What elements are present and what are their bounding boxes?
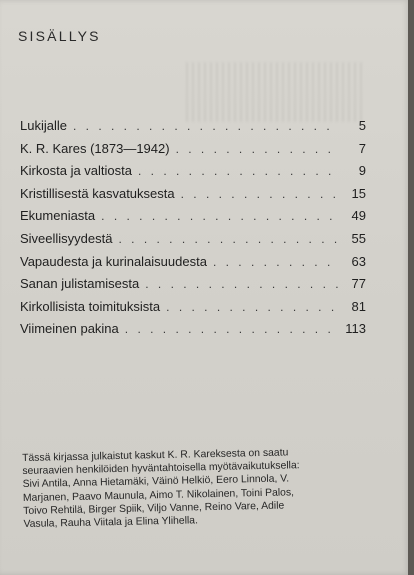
toc-entry xyxy=(20,186,366,209)
toc-entry xyxy=(20,254,366,277)
acknowledgement-line: Tässä kirjassa julkaistut kaskut K. R. Kareksesta on saatu xyxy=(22,447,289,464)
acknowledgements xyxy=(22,445,369,531)
toc-entry-title: K. R. Kares (1873—1942) xyxy=(20,140,170,156)
toc-leader-dots xyxy=(213,255,338,269)
toc-entry-title: Vapaudesta ja kurinalaisuudesta xyxy=(20,253,207,269)
toc-entry-page: 7 xyxy=(358,140,366,156)
page-heading: SISÄLLYS xyxy=(18,28,101,44)
acknowledgement-line: Toivo Rehtilä, Birger Spiik, Viljo Vanne, Reino Vare, Adile xyxy=(23,500,285,517)
toc-entry-page: 81 xyxy=(351,298,366,314)
toc-entry-title: Kirkollisista toimituksista xyxy=(20,298,161,314)
toc-entry xyxy=(20,299,366,322)
toc-entry-page: 77 xyxy=(351,276,366,292)
toc-entry-page: 15 xyxy=(351,185,366,201)
toc-entry xyxy=(20,321,366,344)
acknowledgement-line: Sivi Antila, Anna Hietamäki, Väinö Helkiö, Eero Linnola, V. xyxy=(22,473,290,491)
toc-entry xyxy=(20,118,366,141)
acknowledgement-line: Vasula, Rauha Viitala ja Elina Ylihella. xyxy=(23,515,199,530)
acknowledgement-line: Marjanen, Paavo Maunula, Aimo T. Nikolainen, Toini Palos, xyxy=(22,486,295,504)
toc-entry xyxy=(20,231,366,254)
toc-leader-dots xyxy=(138,164,338,178)
acknowledgement-line: seuraavien henkilöiden hyväntahtoisella myötävaikutuksella: xyxy=(22,460,300,478)
toc-entry-page: 55 xyxy=(351,230,366,246)
book-page-edge xyxy=(408,0,414,575)
table-of-contents xyxy=(20,118,366,344)
toc-leader-dots xyxy=(125,322,338,336)
toc-entry-title: Ekumeniasta xyxy=(20,208,96,224)
toc-entry-page: 63 xyxy=(351,253,366,269)
toc-leader-dots xyxy=(181,187,338,201)
toc-entry-title: Siveellisyydestä xyxy=(20,230,113,246)
toc-entry-title: Kirkosta ja valtiosta xyxy=(20,163,132,179)
show-through-print xyxy=(186,62,366,122)
toc-entry-title: Sanan julistamisesta xyxy=(20,276,140,292)
toc-leader-dots xyxy=(119,232,339,246)
toc-entry-page: 5 xyxy=(358,118,366,133)
toc-leader-dots xyxy=(73,119,338,133)
toc-entry-title: Kristillisestä kasvatuksesta xyxy=(20,185,175,201)
toc-leader-dots xyxy=(176,142,338,156)
toc-entry-title: Lukijalle xyxy=(20,118,67,133)
toc-entry xyxy=(20,163,366,186)
toc-entry-page: 113 xyxy=(345,321,366,337)
toc-entry-page: 49 xyxy=(351,208,366,224)
toc-entry-title: Viimeinen pakina xyxy=(20,321,119,337)
toc-entry xyxy=(20,141,366,164)
toc-leader-dots xyxy=(145,277,338,291)
toc-leader-dots xyxy=(101,209,338,223)
toc-entry xyxy=(20,276,366,299)
toc-leader-dots xyxy=(166,300,338,314)
toc-entry-page: 9 xyxy=(358,163,366,179)
toc-entry xyxy=(20,208,366,231)
